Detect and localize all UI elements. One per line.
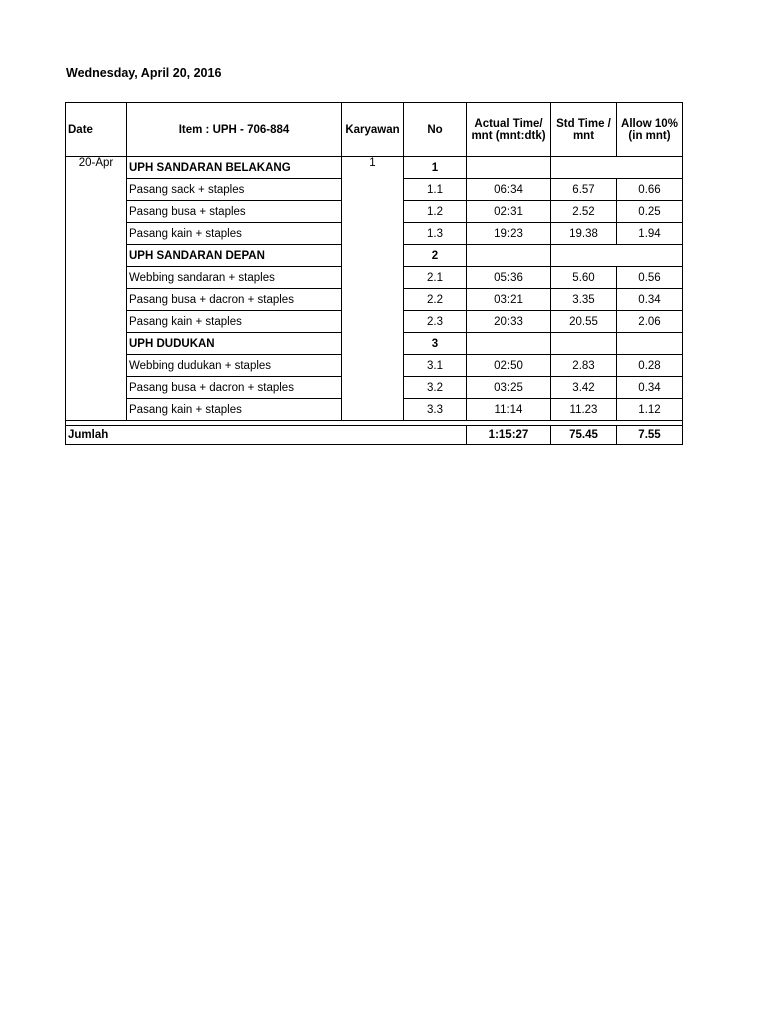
item-cell: Pasang busa + dacron + staples [127, 377, 342, 399]
empty-cell [467, 157, 551, 179]
total-std: 75.45 [551, 426, 617, 445]
allow-cell: 0.25 [617, 201, 683, 223]
total-label: Jumlah [66, 426, 467, 445]
allow-cell: 0.56 [617, 267, 683, 289]
actual-cell: 03:21 [467, 289, 551, 311]
item-cell: Pasang kain + staples [127, 223, 342, 245]
actual-cell: 11:14 [467, 399, 551, 421]
std-cell: 3.35 [551, 289, 617, 311]
allow-cell: 0.34 [617, 289, 683, 311]
std-cell: 2.83 [551, 355, 617, 377]
empty-cell [551, 333, 617, 355]
header-date: Date [66, 103, 127, 157]
empty-cell [467, 245, 551, 267]
section-row [66, 157, 683, 179]
allow-cell: 1.94 [617, 223, 683, 245]
section-title: UPH SANDARAN DEPAN [127, 245, 342, 267]
item-cell: Webbing sandaran + staples [127, 267, 342, 289]
actual-cell: 03:25 [467, 377, 551, 399]
std-cell: 6.57 [551, 179, 617, 201]
date-cell: 20-Apr [66, 157, 127, 421]
total-row [66, 426, 683, 445]
no-cell: 3.3 [404, 399, 467, 421]
no-cell: 3.2 [404, 377, 467, 399]
std-cell: 19.38 [551, 223, 617, 245]
document-date: Wednesday, April 20, 2016 [66, 66, 222, 80]
section-title: UPH DUDUKAN [127, 333, 342, 355]
no-cell: 3.1 [404, 355, 467, 377]
std-cell: 20.55 [551, 311, 617, 333]
actual-cell: 02:50 [467, 355, 551, 377]
actual-cell: 05:36 [467, 267, 551, 289]
header-item: Item : UPH - 706-884 [127, 103, 342, 157]
allow-cell: 0.28 [617, 355, 683, 377]
karyawan-cell: 1 [342, 157, 404, 421]
total-actual: 1:15:27 [467, 426, 551, 445]
actual-cell: 06:34 [467, 179, 551, 201]
std-cell: 11.23 [551, 399, 617, 421]
empty-cell [617, 333, 683, 355]
actual-cell: 02:31 [467, 201, 551, 223]
std-cell: 5.60 [551, 267, 617, 289]
section-no: 1 [404, 157, 467, 179]
std-cell: 3.42 [551, 377, 617, 399]
empty-cell [551, 157, 683, 179]
item-cell: Pasang kain + staples [127, 311, 342, 333]
item-cell: Webbing dudukan + staples [127, 355, 342, 377]
no-cell: 2.2 [404, 289, 467, 311]
std-cell: 2.52 [551, 201, 617, 223]
header-actual-time: Actual Time/ mnt (mnt:dtk) [467, 103, 551, 157]
section-no: 3 [404, 333, 467, 355]
section-title: UPH SANDARAN BELAKANG [127, 157, 342, 179]
actual-cell: 20:33 [467, 311, 551, 333]
item-cell: Pasang sack + staples [127, 179, 342, 201]
header-std-time: Std Time / mnt [551, 103, 617, 157]
header-allow: Allow 10% (in mnt) [617, 103, 683, 157]
time-study-table [65, 102, 683, 445]
item-cell: Pasang kain + staples [127, 399, 342, 421]
no-cell: 2.1 [404, 267, 467, 289]
allow-cell: 2.06 [617, 311, 683, 333]
actual-cell: 19:23 [467, 223, 551, 245]
allow-cell: 0.66 [617, 179, 683, 201]
empty-cell [467, 333, 551, 355]
no-cell: 1.2 [404, 201, 467, 223]
header-row [66, 103, 683, 157]
no-cell: 1.3 [404, 223, 467, 245]
total-allow: 7.55 [617, 426, 683, 445]
item-cell: Pasang busa + dacron + staples [127, 289, 342, 311]
allow-cell: 1.12 [617, 399, 683, 421]
allow-cell: 0.34 [617, 377, 683, 399]
empty-cell [551, 245, 683, 267]
section-no: 2 [404, 245, 467, 267]
header-karyawan: Karyawan [342, 103, 404, 157]
header-no: No [404, 103, 467, 157]
no-cell: 2.3 [404, 311, 467, 333]
item-cell: Pasang busa + staples [127, 201, 342, 223]
no-cell: 1.1 [404, 179, 467, 201]
